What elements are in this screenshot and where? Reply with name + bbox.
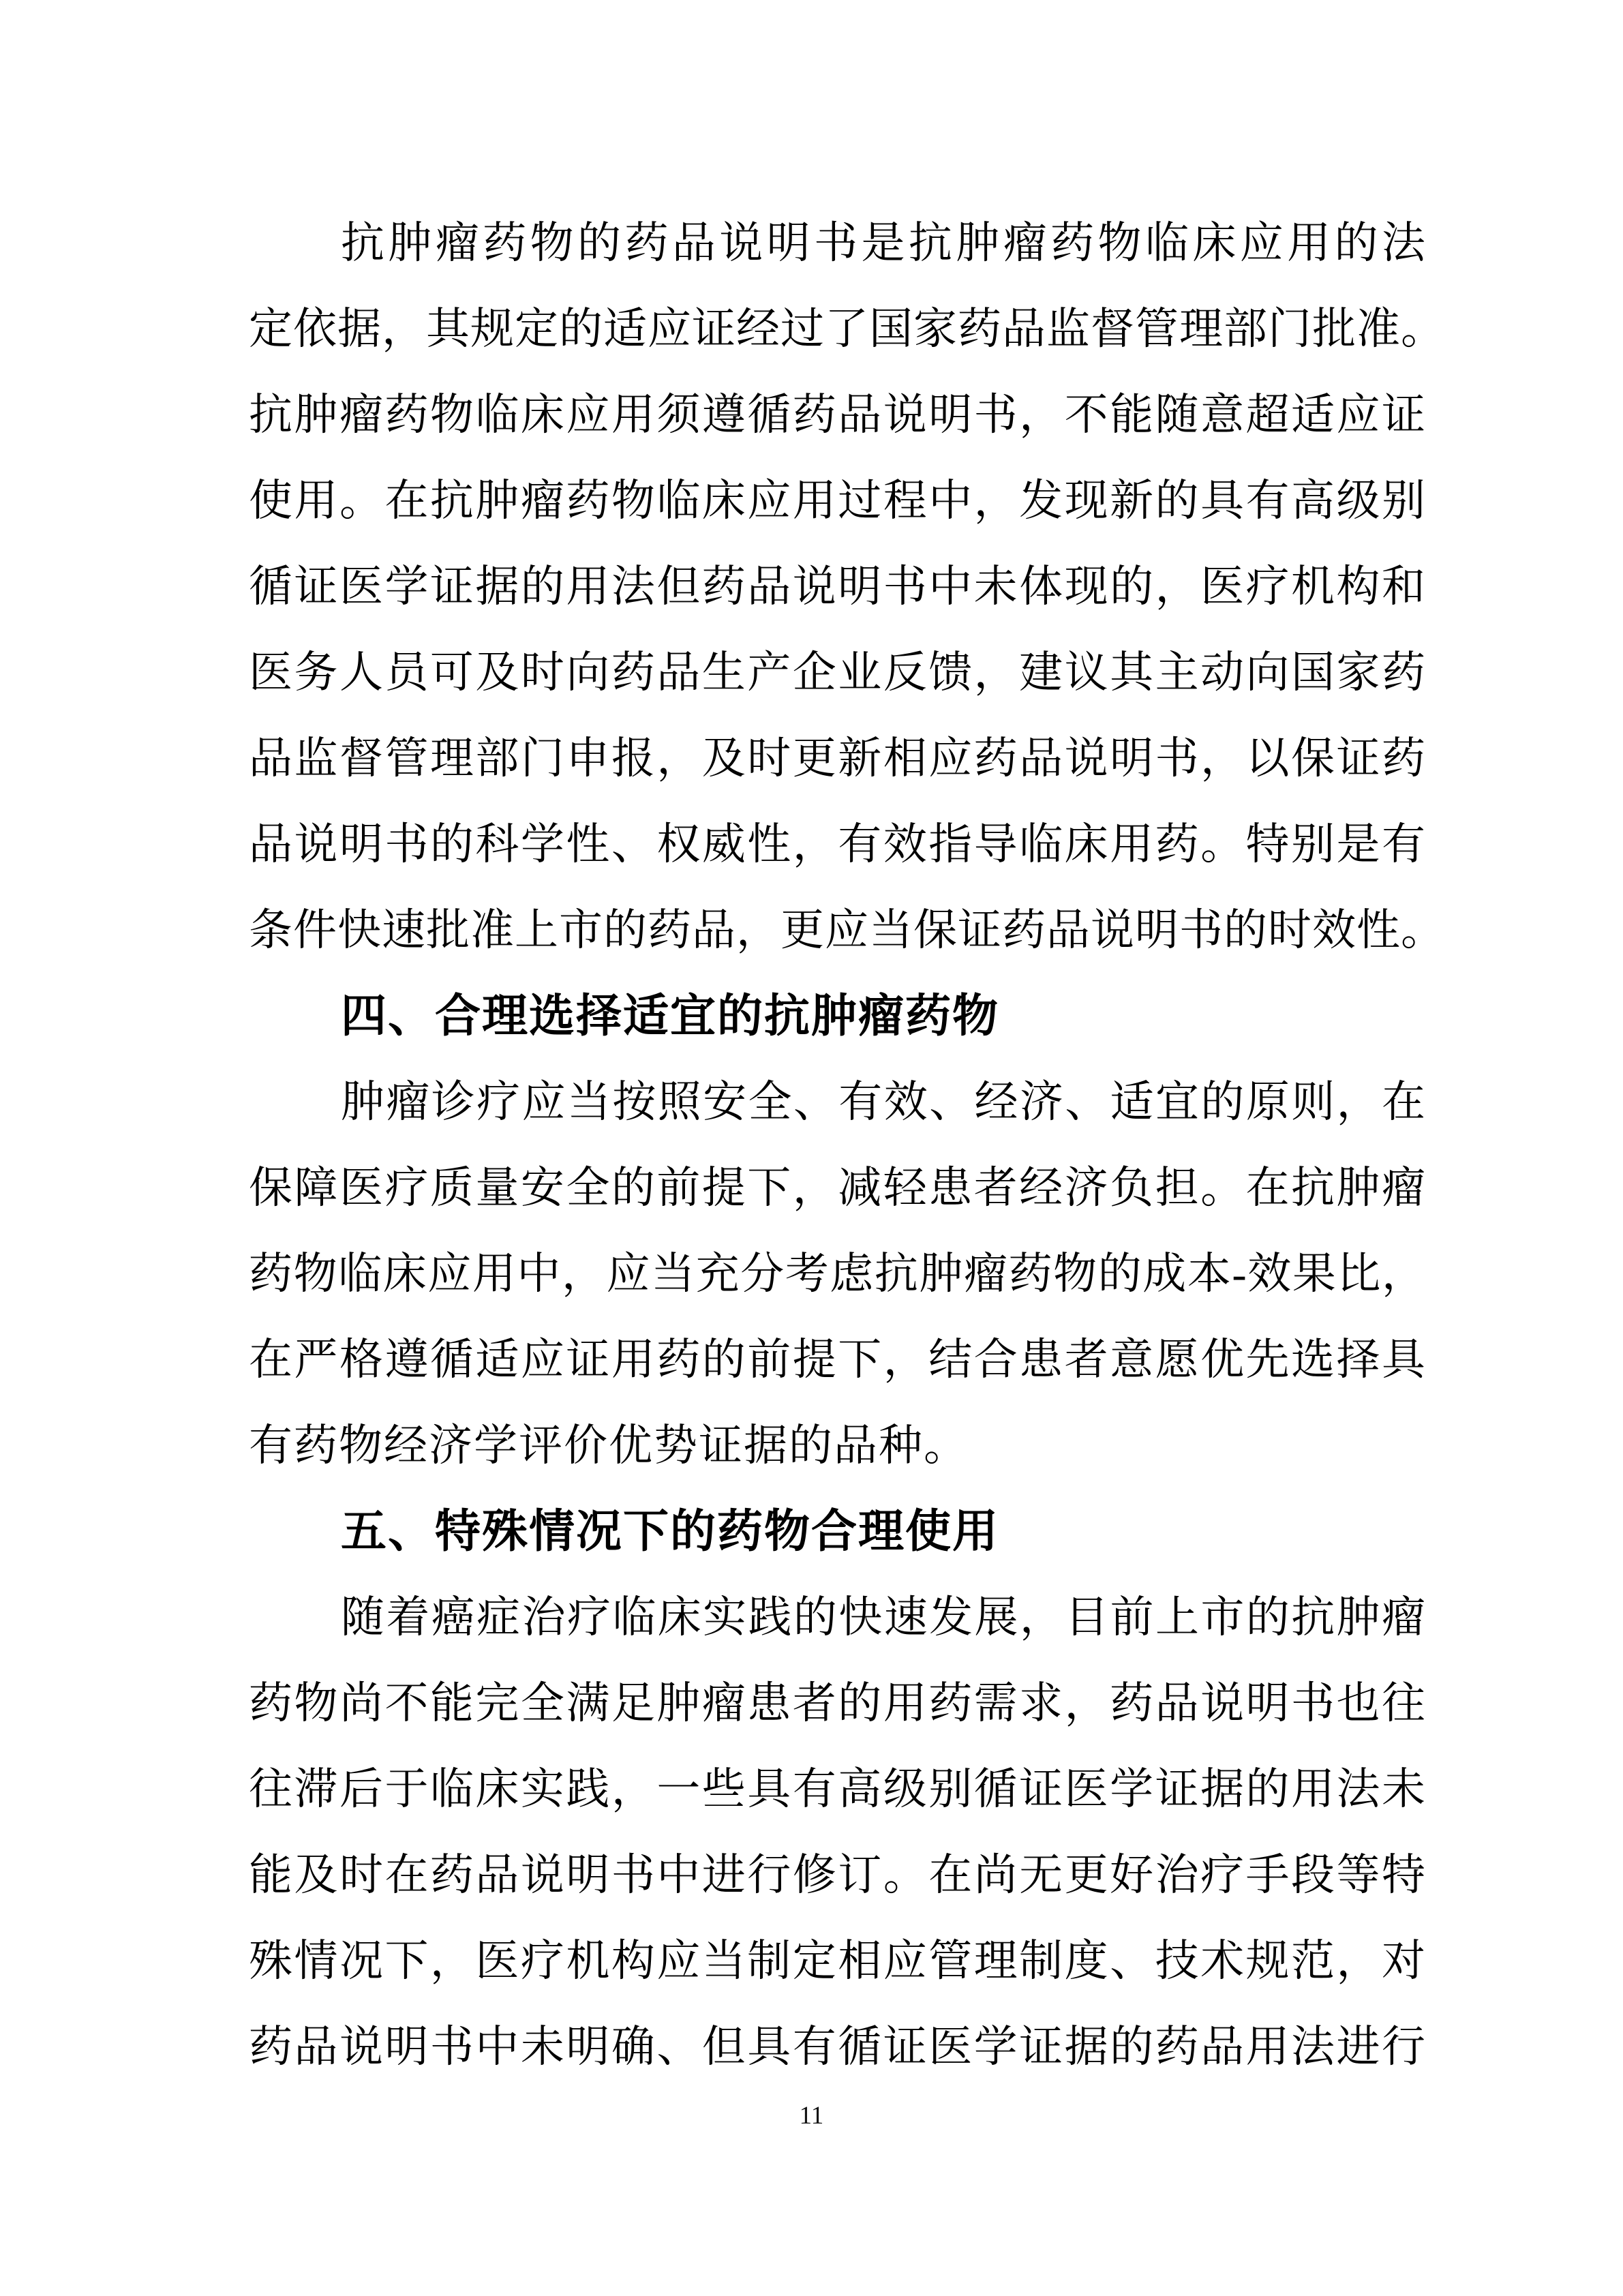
document-line: 在严格遵循适应证用药的前提下，结合患者意愿优先选择具 (249, 1335, 1426, 1384)
document-line: 医务人员可及时向药品生产企业反馈，建议其主动向国家药 (249, 648, 1426, 697)
document-line: 殊情况下，医疗机构应当制定相应管理制度、技术规范，对 (249, 1937, 1426, 1985)
document-line: 使用。在抗肿瘤药物临床应用过程中，发现新的具有高级别 (249, 477, 1426, 525)
document-line: 品监督管理部门申报，及时更新相应药品说明书，以保证药 (249, 734, 1426, 783)
document-line: 条件快速批准上市的药品，更应当保证药品说明书的时效性。 (249, 906, 1445, 954)
document-line: 抗肿瘤药物的药品说明书是抗肿瘤药物临床应用的法 (341, 219, 1426, 267)
document-line: 有药物经济学评价优势证据的品种。 (249, 1421, 969, 1470)
document-line: 随着癌症治疗临床实践的快速发展，目前上市的抗肿瘤 (341, 1593, 1426, 1642)
document-line: 药物尚不能完全满足肿瘤患者的用药需求，药品说明书也往 (249, 1679, 1426, 1727)
document-line: 品说明书的科学性、权威性，有效指导临床用药。特别是有 (249, 820, 1426, 868)
document-line: 保障医疗质量安全的前提下，减轻患者经济负担。在抗肿瘤 (249, 1164, 1426, 1212)
document-line: 循证医学证据的用法但药品说明书中未体现的，医疗机构和 (249, 562, 1426, 611)
section-heading-5: 五、特殊情况下的药物合理使用 (341, 1506, 999, 1557)
document-line: 抗肿瘤药物临床应用须遵循药品说明书，不能随意超适应证 (249, 391, 1426, 439)
document-line: 肿瘤诊疗应当按照安全、有效、经济、适宜的原则，在 (341, 1078, 1426, 1126)
document-line: 能及时在药品说明书中进行修订。在尚无更好治疗手段等特 (249, 1851, 1426, 1899)
document-line: 定依据，其规定的适应证经过了国家药品监督管理部门批准。 (249, 305, 1445, 353)
page-number: 11 (799, 2102, 824, 2130)
document-line: 药物临床应用中，应当充分考虑抗肿瘤药物的成本-效果比， (249, 1250, 1426, 1298)
section-heading-4: 四、合理选择适宜的抗肿瘤药物 (341, 991, 999, 1042)
document-line: 往滞后于临床实践，一些具有高级别循证医学证据的用法未 (249, 1765, 1426, 1813)
document-body (249, 200, 1445, 2090)
document-line: 药品说明书中未明确、但具有循证医学证据的药品用法进行 (249, 2023, 1426, 2071)
